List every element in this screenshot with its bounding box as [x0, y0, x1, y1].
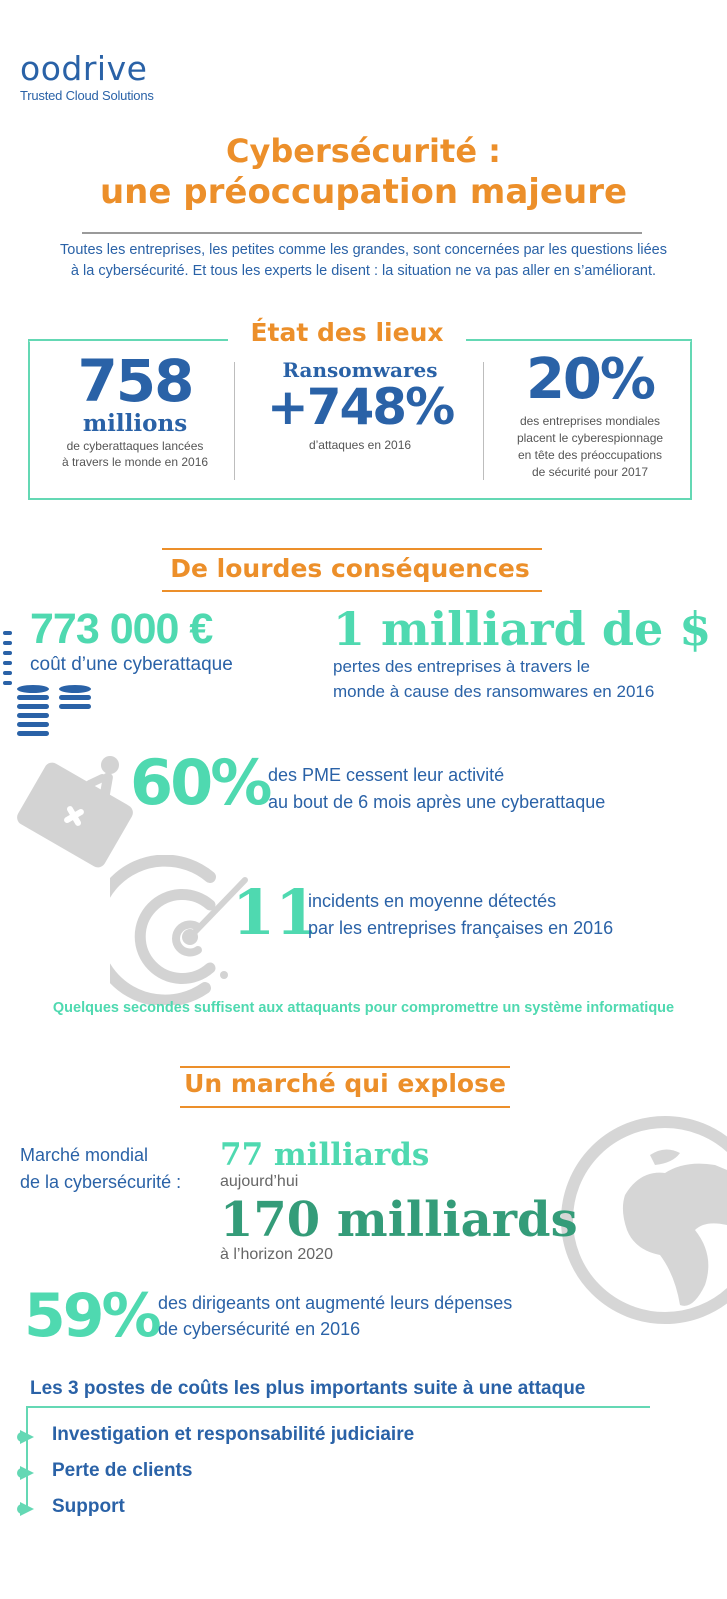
globe-icon [555, 1115, 727, 1335]
stat-espionage-desc [490, 413, 690, 481]
stat-cost-desc: coût d’une cyberattaque [30, 654, 233, 675]
label-line: Marché mondial [20, 1145, 149, 1165]
stat-espionage-number: 20% [525, 347, 655, 412]
stat-pme-desc [268, 762, 605, 816]
desc-line: placent le cyberespionnage [516, 431, 664, 445]
title-divider [82, 232, 642, 234]
stat-losses-number: 1 milliard de $ [333, 602, 712, 656]
stat-incidents-number: 11 [232, 876, 319, 949]
desc-line: de sécurité pour 2017 [531, 465, 649, 479]
stat-cyberattacks-unit: millions [82, 410, 188, 437]
stat-ransomware-label: Ransomwares [282, 358, 438, 382]
desc-line: pertes des entreprises à travers le [333, 657, 591, 676]
bullet-icon [20, 1430, 34, 1444]
column-divider [483, 362, 484, 480]
consequences-note: Quelques secondes suffisent aux attaquants pour compromettre un système informatique [52, 1000, 675, 1016]
section-rule [180, 1066, 510, 1068]
section-rule [180, 1106, 510, 1108]
bullet-icon [20, 1466, 34, 1480]
market-today-label: aujourd’hui [220, 1173, 299, 1190]
list-item: Investigation et responsabilité judiciaire [52, 1424, 415, 1445]
list-item: Perte de clients [52, 1460, 193, 1481]
desc-line: au bout de 6 mois après une cyberattaque [268, 792, 606, 812]
cost-list-title: Les 3 postes de coûts les plus importants suite à une attaque [30, 1378, 586, 1399]
frame-top-left [28, 339, 228, 341]
stat-losses-desc [333, 654, 713, 704]
desc-line: de cyberattaques lancées [66, 439, 204, 453]
desc-line: des dirigeants ont augmenté leurs dépenses [158, 1293, 513, 1313]
frame-top-right [466, 339, 692, 341]
page-title-line1: Cybersécurité : [226, 132, 501, 170]
desc-line: à travers le monde en 2016 [61, 455, 209, 469]
stat-incidents-desc [308, 888, 613, 942]
stat-ransomware-desc: d’attaques en 2016 [308, 438, 412, 452]
intro-line: Toutes les entreprises, les petites comme les grandes, sont concernées par les questions liées [60, 242, 667, 258]
desc-line: par les entreprises françaises en 2016 [308, 918, 614, 938]
stat-leaders-desc [158, 1290, 512, 1342]
intro-text [0, 240, 727, 282]
stat-pme-number: 60% [130, 746, 270, 819]
section-rule [162, 548, 542, 550]
desc-line: des PME cessent leur activité [268, 765, 505, 785]
section-title-marche: Un marché qui explose [184, 1069, 506, 1098]
bullet-icon [20, 1502, 34, 1516]
intro-line: à la cybersécurité. Et tous les experts le disent : la situation ne va pas aller en s’améliorant. [70, 263, 657, 279]
section-title-consequences: De lourdes conséquences [170, 554, 530, 583]
desc-line: des entreprises mondiales [519, 414, 661, 428]
market-label [20, 1142, 181, 1196]
stat-cyberattacks-desc [35, 438, 235, 470]
desc-line: incidents en moyenne détectés [308, 891, 557, 911]
stat-cyberattacks-number: 758 [77, 347, 193, 415]
list-item: Support [52, 1496, 125, 1517]
desc-line: de cybersécurité en 2016 [158, 1319, 361, 1339]
page-title-line2: une préoccupation majeure [99, 172, 628, 212]
market-2020-label: à l’horizon 2020 [220, 1246, 333, 1263]
section-title-etat: État des lieux [250, 318, 444, 347]
cost-list-line [26, 1406, 28, 1508]
stat-cost-number: 773 000 € [30, 605, 213, 653]
section-rule [162, 590, 542, 592]
logo-wordmark: oodrive [20, 49, 148, 88]
label-line: de la cybersécurité : [20, 1172, 182, 1192]
desc-line: monde à cause des ransomwares en 2016 [333, 682, 655, 701]
market-2020-value: 170 milliards [220, 1192, 578, 1248]
market-today-value: 77 milliards [220, 1137, 430, 1173]
stat-ransomware-number: +748% [266, 378, 454, 436]
desc-line: en tête des préoccupations [517, 448, 663, 462]
cost-list-rule [26, 1406, 650, 1408]
logo-tagline: Trusted Cloud Solutions [20, 88, 154, 103]
stat-leaders-number: 59% [24, 1281, 159, 1351]
